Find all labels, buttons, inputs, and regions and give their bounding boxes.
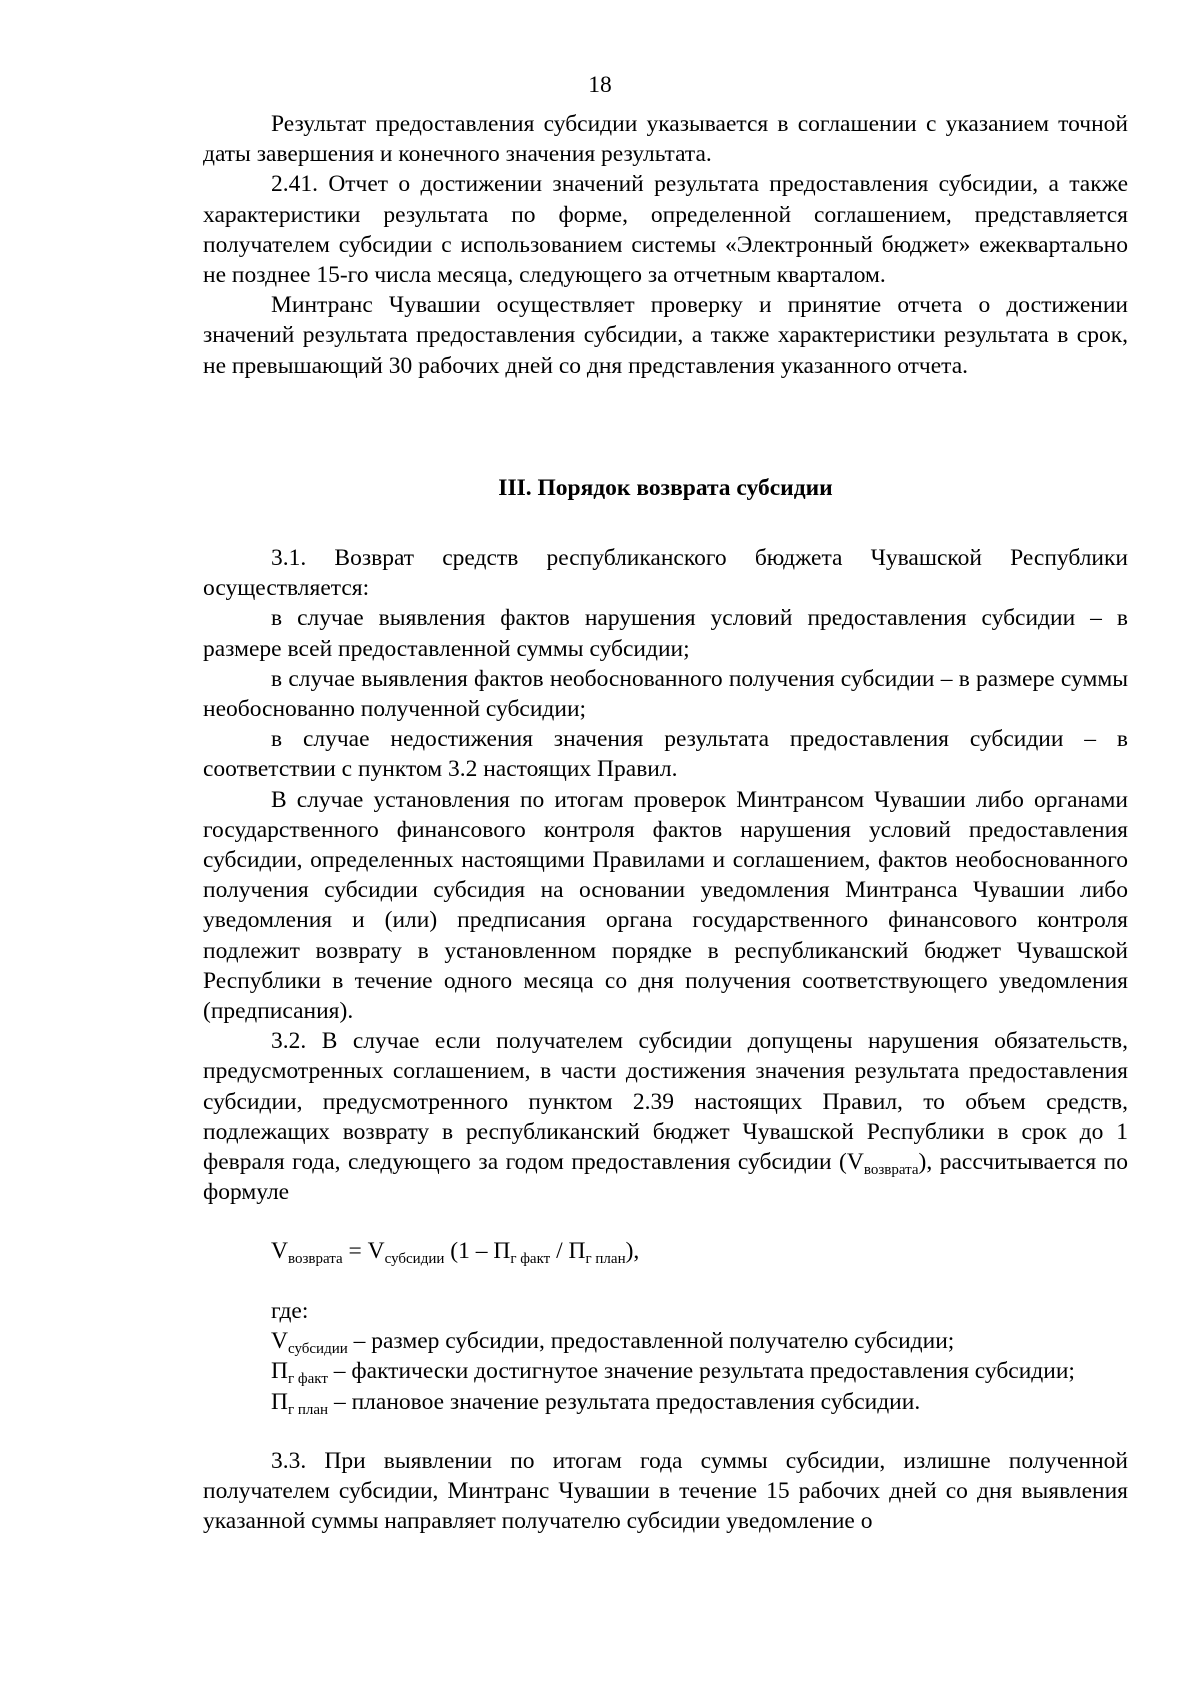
formula-definitions bbox=[203, 1296, 1128, 1417]
where-label: где: bbox=[271, 1298, 309, 1324]
section-3-3 bbox=[203, 1446, 1128, 1537]
paragraph-result-in-agreement: Результат предоставления субсидии указывается в соглашении с указанием точной даты завершения и конечного значения результата. bbox=[203, 111, 1128, 168]
paragraph-violation-case: в случае выявления фактов нарушения условий предоставления субсидии – в размере всей предоставленной суммы субсидии; bbox=[203, 605, 1128, 662]
paragraph-3-1: 3.1. Возврат средств республиканского бюджета Чувашской Республики осуществляется: bbox=[203, 545, 1128, 602]
definition-p-fact: $П_{г факт}$ – фактически достигнутое значение результата предоставления субсидии; bbox=[271, 1358, 1075, 1388]
section-body bbox=[203, 543, 1128, 1207]
paragraph-inspection-case: В случае установления по итогам проверок Минтрансом Чувашии либо органами государственного финансового контроля фактов нарушения условий предоставления субсидии, определенных настоящими Правилами и соглашением, фактов необоснованного получения субсидии субсидия на основании уведомления Минтранса Чувашии либо уведомления и (или) предписания органа государственного финансового контроля подлежит возврату в установленном порядке в республиканский бюджет Чувашской Республики в течение одного месяца со дня получения соответствующего уведомления (предписания). bbox=[203, 786, 1128, 1025]
paragraph-2-41: 2.41. Отчет о достижении значений результата предоставления субсидии, а также характеристики результата по форме, определенной соглашением, представляется получателем субсидии с использованием системы «Электронный бюджет» ежеквартально не позднее 15-го числа месяца, следующего за отчетным кварталом. bbox=[203, 171, 1128, 289]
paragraph-unjustified-case: в случае выявления фактов необоснованного получения субсидии – в размере суммы необоснованно полученной субсидии; bbox=[203, 665, 1128, 723]
paragraph-3-2: 3.2. В случае если получателем субсидии допущены нарушения обязательств, предусмотренных соглашением, в части достижения значения результата предоставления субсидии, предусмотренного пунктом 2.39 настоящих Правил, то объем средств, подлежащих возврату в республиканский бюджет Чувашской Республики в срок до 1 февраля года, следующего за годом предоставления субсидии $(V_{возврата})$, рассчитывается по формуле bbox=[203, 1028, 1128, 1206]
page-number: 18 bbox=[588, 72, 612, 98]
definition-v-subsidy: $V_{субсидии}$ – размер субсидии, предоставленной получателю субсидии; bbox=[271, 1328, 955, 1358]
paragraph-report-check: Минтранс Чувашии осуществляет проверку и принятие отчета о достижении значений результата предоставления субсидии, а также характеристики результата в срок, не превышающий 30 рабочих дней со дня представления указанного отчета. bbox=[203, 292, 1128, 379]
refund-formula: $V_{возврата} = V_{субсидии}$ $(1 - П_{г факт} / П_{г план})$, bbox=[271, 1238, 640, 1267]
paragraph-not-achieved-case: в случае недостижения значения результата предоставления субсидии – в соответствии с пунктом 3.2 настоящих Правил. bbox=[203, 726, 1128, 783]
top-section bbox=[203, 109, 1128, 381]
section-heading: III. Порядок возврата субсидии bbox=[498, 475, 833, 501]
paragraph-3-3: 3.3. При выявлении по итогам года суммы субсидии, излишне полученной получателем субсидии, Минтранс Чувашии в течение 15 рабочих дней со дня выявления указанной суммы направляет получателю субсидии уведомление о bbox=[203, 1448, 1128, 1535]
definition-p-plan: $П_{г план}$ – плановое значение результата предоставления субсидии. bbox=[271, 1388, 921, 1418]
